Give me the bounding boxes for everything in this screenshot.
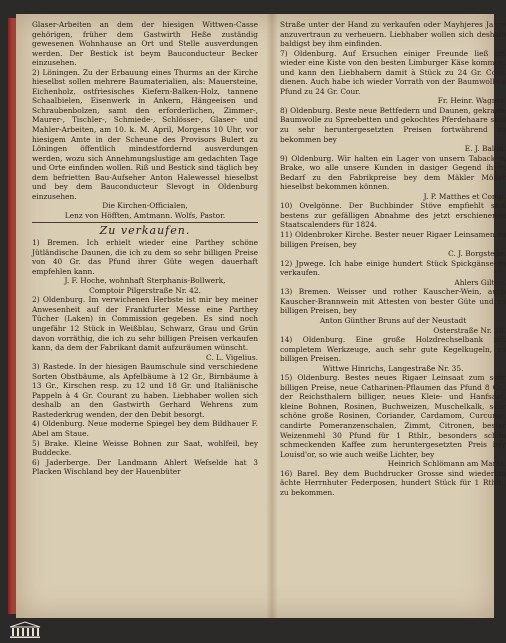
signature-lenz-wolfs: Lenz von Höfften, Amtmann. Wolfs, Pastor. [64,210,226,220]
section-divider [32,222,258,223]
ad-15-oldenburg: 15) Oldenburg. Bestes neues Rigaer Leinsaat zum sehr billigen Preise, neue Catharinen-Pflaumen das Pfund 8 Gr., der Reichsthalern billiger, neues Kleie- und Hanfsaat, kleine Bohnen, Rosinen, Buchweizen, Muschelkalk, sehr schöne große Rosinen, Coriander, Cardamom, Curcume, candirte Pomeranzenschalen, Zimmt, Citronen, bester Weizenmehl 30 Pfund für 1 Rthlr., besonders schön schmeckenden Kaffee zum heruntergesetzten Preis bey Louisd'or, so wie auch weiße Lichter, bey [280,373,506,459]
ad-7-oldenburg: 7) Oldenburg. Auf Ersuchen einiger Freunde ließ ich wieder eine Kiste von den besten Limburger Käse kommen, und kann den Liebhabern damit à Stück zu 24 Gr. Cour. dienen. Auch habe ich wieder Vorrath von der Baumwolle à Pfund zu 24 Gr. Cour. [280,48,506,96]
signature-hoche: J. F. Hoche, wohnhaft Sterphanis-Bollwerk, [64,276,226,286]
signature-bruns-address: Osterstraße Nr. 28. [433,325,506,335]
ad-4-oldenburg: 4) Oldenburg. Neue moderne Spiegel bey dem Bildhauer F. Abel am Staue. [32,419,258,438]
newspaper-page [16,14,506,618]
ad-13-bremen: 13) Bremen. Weisser und rother Kauscher-Wein, auch Kauscher-Brannwein mit Attesten von bester Güte und zu billigen Preisen, bey [280,287,506,316]
signature-hoche-address: Comptoir Pilgerstraße Nr. 42. [89,285,201,295]
column-gutter [266,14,278,618]
signature-matthes: J. P. Matthes et Comp. [423,191,506,201]
ad-11-oldenbroker: 11) Oldenbroker Kirche. Bester neuer Rigaer Leinsamen zu billigen Preisen, bey [280,230,506,249]
ad-1-bremen: 1) Bremen. Ich erhielt wieder eine Parthey schöne Jütländische Daunen, die ich zu dem so sehr billigen Preise von 40 Gr. das Pfund ihrer Güte wegen dauerhaft empfehlen kann. [32,238,258,276]
ad-6-continued: Straße unter der Hand zu verkaufen oder Mayhjeres Jahre anzuvertraun zu verheuern. Liebhaber wollen sich deshalb baldigst bey ihm einfinden. [280,20,506,49]
ad-10-ovelgoenne: 10) Ovelgönne. Der Buchbinder Stöve empfiehlt sich bestens zur gefälligen Abnahme des jetzt erschienenen Staatscalenders für 1824. [280,201,506,230]
signature-ahlers: Ahlers Gilten. [454,277,506,287]
signature-schloemann: Heinrich Schlömann am Markt. [387,459,506,469]
signature-ballin: E. J. Ballin. [464,144,506,154]
ad-12-jpwege: 12) Jpwege. Ich habe einige hundert Stück Spickgänse zu verkaufen. [280,258,506,278]
ad-6-jaderberge: 6) Jaderberge. Der Landmann Ahlert Wefselde hat 3 Placken Wischland bey der Hauenbüter [32,457,258,477]
ad-14-oldenburg: 14) Oldenburg. Eine große Holzdrechselbank mit completem Werkzeuge, auch sehr gute Kegelkugeln, zu billigen Preisen. [280,335,506,364]
ad-2-oldenburg: 2) Oldenburg. Im verwichenen Herbste ist mir bey meiner Anwesenheit auf der Frankfurter Messe eine Parthey Tücher (Laken) in Commission gegeben. Es sind noch ungefähr 12 Stück in Weißblau, Schwarz, Grau und Grün davon vorräthig, die ich zu sehr billigen Preisen verkaufen kann, da dem der Fabrikant damit aufzuräumen wünscht. [32,295,258,353]
viewer-footer-bar [0,618,504,643]
signature-kirchen-officialen: Die Kirchen-Officialen, [102,201,188,211]
notice-loeningen: 2) Löningen. Zu der Erbauung eines Thurms an der Kirche hieselbst sollen mehrere Baumaterialien, als: Mauersteine, Eichenholz, ostfriesisches Kiefern-Balken-Holz, tannene Schaalbielen, Eisenwerk in Ankern, Hängeeisen und Schraubenbolzen, samt den erforderlichen, Zimmer-, Maurer-, Tischler-, Schmiede-, Schlösser-, Glaser- und Mahler-Arbeiten, am 10. k. M. April, Morgens 10 Uhr, vor hiesigem Amte in der Scheune des Provisors Bulert zu Löningen öffentlich mindestfordernd ausverdungen werden, wozu sich Annehmungslustige am gedachten Tage und Orte einfinden wollen. Riß und Bestick sind täglich bey dem befrietten Bau-Aufseher Anton Halewessel hieselbst und bey dem Bauconducteur Slevogt in Oldenburg einzusehen. [32,67,258,201]
signature-vigelius: C. L. Vigelius. [205,352,258,362]
ad-8-oldenburg: 8) Oldenburg. Beste neue Bettfedern und Daunen, gekrazte Baumwolle zu Spreebetten und gekochtes Pferdehaare sind zu sehr heruntergesetzten Preisen fortwährend zu bekommen bey [280,105,506,144]
ad-16-barel: 16) Barel. Bey dem Buchdrucker Grosse sind wiederum ächte Herrnhuter Federposen, hundert Stück für 1 Rthlr., zu bekommen. [280,468,506,497]
library-building-icon [8,621,42,639]
ad-9-oldenburg: 9) Oldenburg. Wir halten ein Lager von unsern Taback in Brake, wo alle unsere Kunden in dasiger Gegend ihren Bedarf zu den Fabrikpreise bey dem Mäkler Möller hieselbst bekommen können. [280,153,506,192]
right-column [280,20,506,497]
ad-5-brake: 5) Brake. Kleine Weisse Bohnen zur Saat, wohlfeil, bey Buddecke. [32,438,258,458]
notice-glaser-arbeiten: Glaser-Arbeiten an dem der hiesigen Wittwen-Casse gehörigen, früher dem Gastwirth Heße zuständig gewesenen Wohnhause an Ort und Stelle ausverdungen werden. Der Bestick ist beym Bauconducteur Becker einzusehen. [32,20,258,68]
signature-hinrichs: Wittwe Hinrichs, Langestraße Nr. 35. [322,363,464,373]
section-heading-zu-verkaufen: Zu verkaufen. [99,224,191,238]
signature-bruns: Anton Günther Bruns auf der Neustadt [319,315,467,325]
signature-borgstede: C. J. Borgstede. [448,249,506,259]
ad-3-rastede: 3) Rastede. In der hiesigen Baumschule sind verschiedene Sorten Obstbäume, als Apfelbäume à 12 Gr., Birnbäume à 13 Gr., Kirschen resp. zu 12 und 18 Gr. und Italiänische Pappeln à 4 Gr. Courant zu haben. Liebhaber wollen sich deshalb an den Gastwirth Gerhard Wehrens zum Rastederkrug wenden, der den Debit besorgt. [32,362,258,419]
signature-wagner: Fr. Heinr. Wagner. [437,96,506,106]
left-column [32,20,258,477]
